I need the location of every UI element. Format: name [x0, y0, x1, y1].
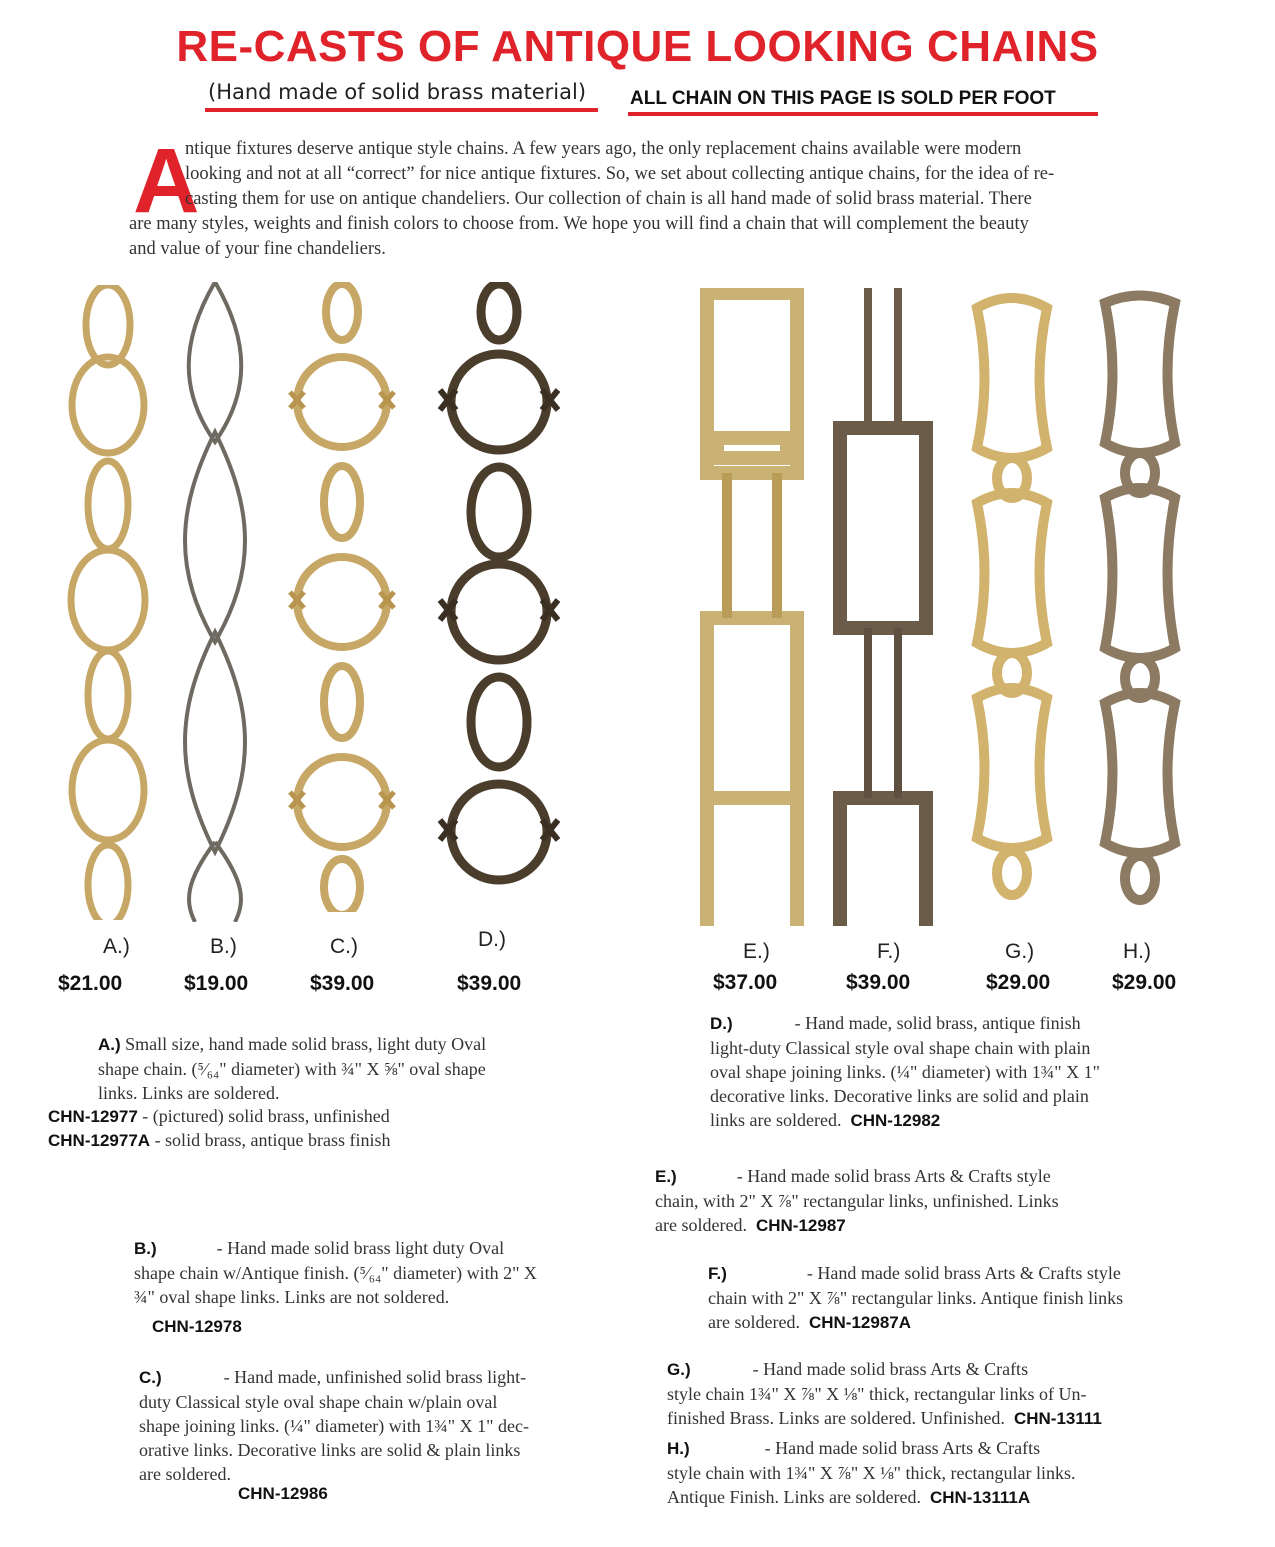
desc-f: F.) - Hand made solid brass Arts & Crafts style chain with 2" X ⅞" rectangular links. Antique finish links are soldered. CHN-12987A: [708, 1263, 1124, 1332]
chain-d-label: D.): [478, 928, 506, 951]
chain-d-price: $39.00: [457, 972, 522, 995]
chain-g-price: $29.00: [986, 971, 1051, 994]
drop-cap: A: [133, 130, 200, 232]
page-title: RE-CASTS OF ANTIQUE LOOKING CHAINS: [176, 22, 1099, 71]
desc-c: C.) - Hand made, unfinished solid brass light- duty Classical style oval shape chain w/plain oval shape joining links. (¼" diameter) with 1¾" X 1" dec- orative links. Decorative links are solid & plain links are soldered.: [139, 1367, 529, 1484]
desc-b: B.) - Hand made solid brass light duty Oval shape chain w/Antique finish. (⁵⁄₆₄" diameter) with 2" X ¾" oval shape links. Links are not soldered.: [134, 1238, 537, 1307]
desc-a: A.) Small size, hand made solid brass, light duty Oval shape chain. (⁵⁄₆₄" diameter) with ¾" X ⅝" oval shape links. Links are soldered.: [98, 1034, 487, 1103]
chain-h-price: $29.00: [1112, 971, 1177, 994]
chain-a-image: [58, 285, 158, 920]
chain-e-price: $37.00: [713, 971, 778, 994]
desc-g: G.) - Hand made solid brass Arts & Crafts style chain 1¾" X ⅞" X ⅛" thick, rectangular links of Un- finished Brass. Links are soldered. Unfinished. CHN-13111: [667, 1359, 1102, 1428]
chain-f-image: [828, 288, 938, 926]
code-13111a: CHN-13111A: [929, 1488, 1031, 1507]
intro-line: are many styles, weights and finish colors to choose from. We hope you will find a chain that will complement the beauty: [129, 214, 1029, 234]
chain-h-image: [1090, 288, 1190, 923]
chain-b-label: B.): [210, 935, 237, 958]
chain-c-label: C.): [330, 935, 358, 958]
desc-e: E.) - Hand made solid brass Arts & Crafts style chain, with 2" X ⅞" rectangular links, unfinished. Links are soldered. CHN-12987: [655, 1166, 1059, 1235]
desc-h: H.) - Hand made solid brass Arts & Crafts style chain with 1¾" X ⅞" X ⅛" thick, rectangular links. Antique Finish. Links are soldered. CHN-13111A: [667, 1438, 1076, 1507]
chain-d-image: [432, 282, 567, 917]
chain-a-price: $21.00: [58, 972, 123, 995]
desc-a-code-row: CHN-12977A - solid brass, antique brass finish: [48, 1130, 391, 1150]
chain-b-image: [170, 282, 260, 922]
code-12987: CHN-12987: [755, 1216, 846, 1235]
code-12987a: CHN-12987A: [808, 1313, 912, 1332]
intro-line: ntique fixtures deserve antique style chains. A few years ago, the only replacement chains available were modern: [185, 139, 1022, 159]
desc-d: D.) - Hand made, solid brass, antique finish light-duty Classical style oval shape chain with plain oval shape joining links. (¼" diameter) with 1¾" X 1" decorative links. Decorative links are solid and plain links are soldered. CHN-12982: [710, 1013, 1100, 1130]
code-12986: CHN-12986: [238, 1484, 328, 1503]
desc-a-code-row: CHN-12977 - (pictured) solid brass, unfinished: [48, 1106, 390, 1126]
intro-line: looking and not at all “correct” for nice antique fixtures. So, we set about collecting antique chains, for the idea of re-: [185, 164, 1055, 184]
chain-c-price: $39.00: [310, 972, 375, 995]
chain-f-label: F.): [877, 940, 901, 963]
chain-h-label: H.): [1123, 940, 1151, 963]
chain-g-label: G.): [1005, 940, 1035, 963]
desc-a-letter: A.): [98, 1035, 121, 1054]
code-12978: CHN-12978: [152, 1317, 242, 1336]
chain-e-label: E.): [743, 940, 770, 963]
chain-g-image: [962, 288, 1062, 923]
subtitle-material: (Hand made of solid brass material): [208, 80, 587, 104]
intro-line: casting them for use on antique chandeliers. Our collection of chain is all hand made of solid brass material. There: [185, 189, 1032, 209]
chain-c-image: [282, 282, 402, 912]
chain-a-label: A.): [103, 935, 130, 958]
code-12977a: 12977A: [90, 1131, 151, 1150]
code-12982: CHN-12982: [850, 1111, 941, 1130]
chain-b-price: $19.00: [184, 972, 249, 995]
code-12977: 12977: [90, 1107, 138, 1126]
subtitle-underline: [628, 112, 1098, 116]
subtitle-underline: [205, 108, 598, 112]
chain-f-price: $39.00: [846, 971, 911, 994]
intro-line: and value of your fine chandeliers.: [129, 239, 386, 259]
code-13111: CHN-13111: [1013, 1409, 1102, 1428]
subtitle-sold-per-foot: ALL CHAIN ON THIS PAGE IS SOLD PER FOOT: [630, 88, 1056, 109]
chain-e-image: [692, 288, 812, 926]
